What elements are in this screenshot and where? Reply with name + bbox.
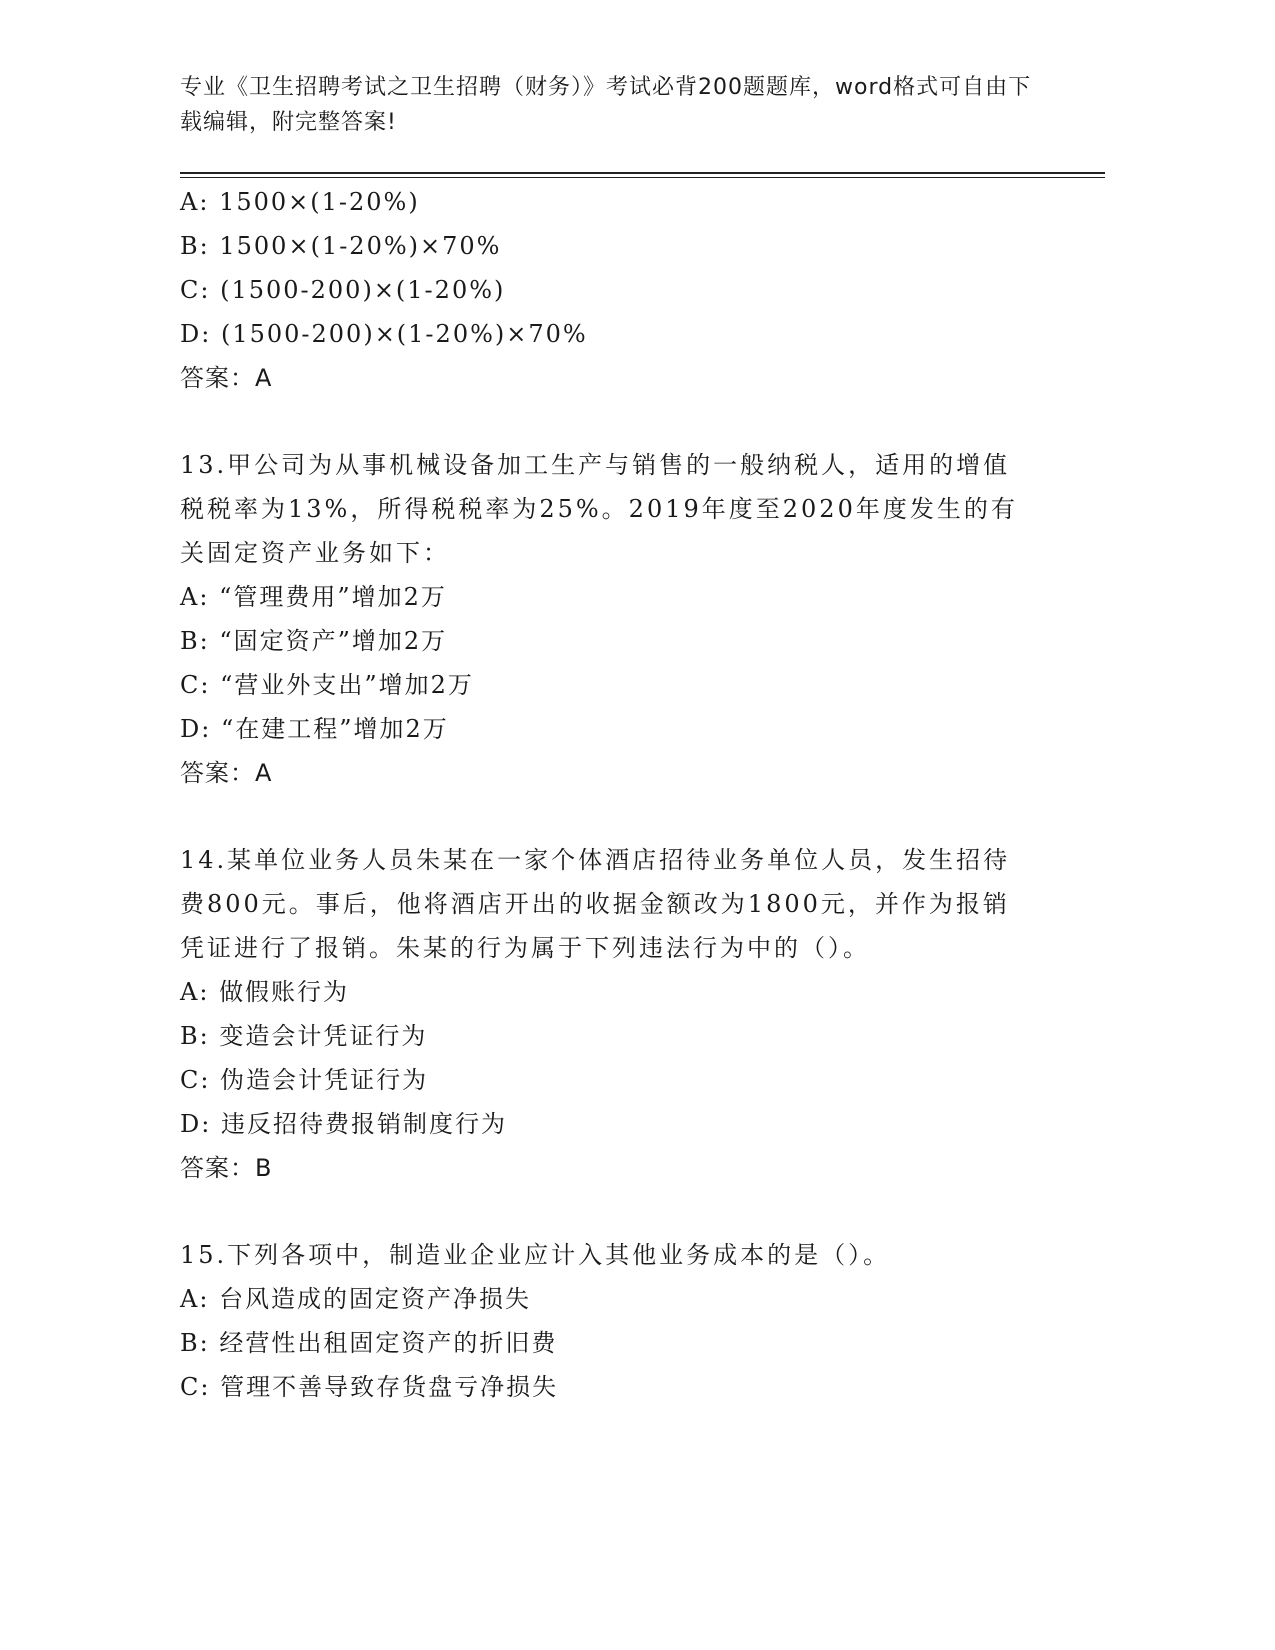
question-13 bbox=[180, 443, 1050, 795]
option-text: 1500×(1-20%) bbox=[219, 188, 420, 216]
option-b bbox=[180, 224, 1050, 268]
option-letter: B: bbox=[180, 627, 210, 655]
option-b bbox=[180, 1321, 1050, 1365]
option-letter: C: bbox=[180, 671, 211, 699]
option-a bbox=[180, 575, 1050, 619]
header-divider-thin bbox=[180, 177, 1105, 178]
question-stem: 15.下列各项中，制造业企业应计入其他业务成本的是（）。 bbox=[180, 1241, 891, 1269]
option-b bbox=[180, 1014, 1050, 1058]
option-letter: A: bbox=[180, 583, 210, 611]
option-text: 做假账行为 bbox=[219, 978, 350, 1006]
question-stem: 13.甲公司为从事机械设备加工生产与销售的一般纳税人，适用的增值税税率为13%，所得税税率为25%。2019年度至2020年度发生的有关固定资产业务如下： bbox=[180, 451, 1018, 567]
option-text: 台风造成的固定资产净损失 bbox=[219, 1285, 532, 1313]
option-text: 变造会计凭证行为 bbox=[219, 1022, 428, 1050]
option-a bbox=[180, 180, 1050, 224]
option-letter: A: bbox=[180, 188, 210, 216]
option-d bbox=[180, 707, 1050, 751]
option-text: 经营性出租固定资产的折旧费 bbox=[219, 1329, 558, 1357]
question-14 bbox=[180, 838, 1050, 1190]
option-b bbox=[180, 619, 1050, 663]
option-text: (1500-200)×(1-20%)×70% bbox=[220, 320, 588, 348]
question-stem: 14.某单位业务人员朱某在一家个体酒店招待业务单位人员，发生招待费800元。事后，他将酒店开出的收据金额改为1800元，并作为报销凭证进行了报销。朱某的行为属于下列违法行为中的（）。 bbox=[180, 846, 1011, 962]
option-text: “在建工程”增加2万 bbox=[220, 715, 449, 743]
option-text: “管理费用”增加2万 bbox=[219, 583, 447, 611]
option-letter: C: bbox=[180, 1066, 211, 1094]
question-content bbox=[180, 180, 1050, 1409]
option-c bbox=[180, 663, 1050, 707]
answer-line: 答案：A bbox=[180, 364, 273, 392]
question-15 bbox=[180, 1233, 1050, 1409]
header-divider-thick bbox=[180, 172, 1105, 174]
document-header: 专业《卫生招聘考试之卫生招聘（财务）》考试必背200题题库，word格式可自由下载编辑，附完整答案! bbox=[180, 75, 1032, 135]
option-c bbox=[180, 268, 1050, 312]
option-text: “固定资产”增加2万 bbox=[219, 627, 448, 655]
option-text: 违反招待费报销制度行为 bbox=[220, 1110, 507, 1138]
option-letter: A: bbox=[180, 978, 210, 1006]
option-c bbox=[180, 1058, 1050, 1102]
option-text: 伪造会计凭证行为 bbox=[220, 1066, 429, 1094]
option-letter: B: bbox=[180, 232, 210, 260]
question-12 bbox=[180, 180, 1050, 400]
answer-line: 答案：A bbox=[180, 759, 273, 787]
option-letter: C: bbox=[180, 276, 211, 304]
option-text: 管理不善导致存货盘亏净损失 bbox=[220, 1373, 559, 1401]
option-letter: A: bbox=[180, 1285, 210, 1313]
option-letter: D: bbox=[180, 1110, 212, 1138]
option-letter: D: bbox=[180, 320, 212, 348]
answer-line: 答案：B bbox=[180, 1154, 273, 1182]
option-text: 1500×(1-20%)×70% bbox=[219, 232, 502, 260]
option-text: “营业外支出”增加2万 bbox=[220, 671, 474, 699]
option-c bbox=[180, 1365, 1050, 1409]
option-text: (1500-200)×(1-20%) bbox=[220, 276, 506, 304]
option-a bbox=[180, 1277, 1050, 1321]
option-letter: B: bbox=[180, 1022, 210, 1050]
option-letter: C: bbox=[180, 1373, 211, 1401]
option-a bbox=[180, 970, 1050, 1014]
option-letter: D: bbox=[180, 715, 212, 743]
option-letter: B: bbox=[180, 1329, 210, 1357]
option-d bbox=[180, 1102, 1050, 1146]
option-d bbox=[180, 312, 1050, 356]
